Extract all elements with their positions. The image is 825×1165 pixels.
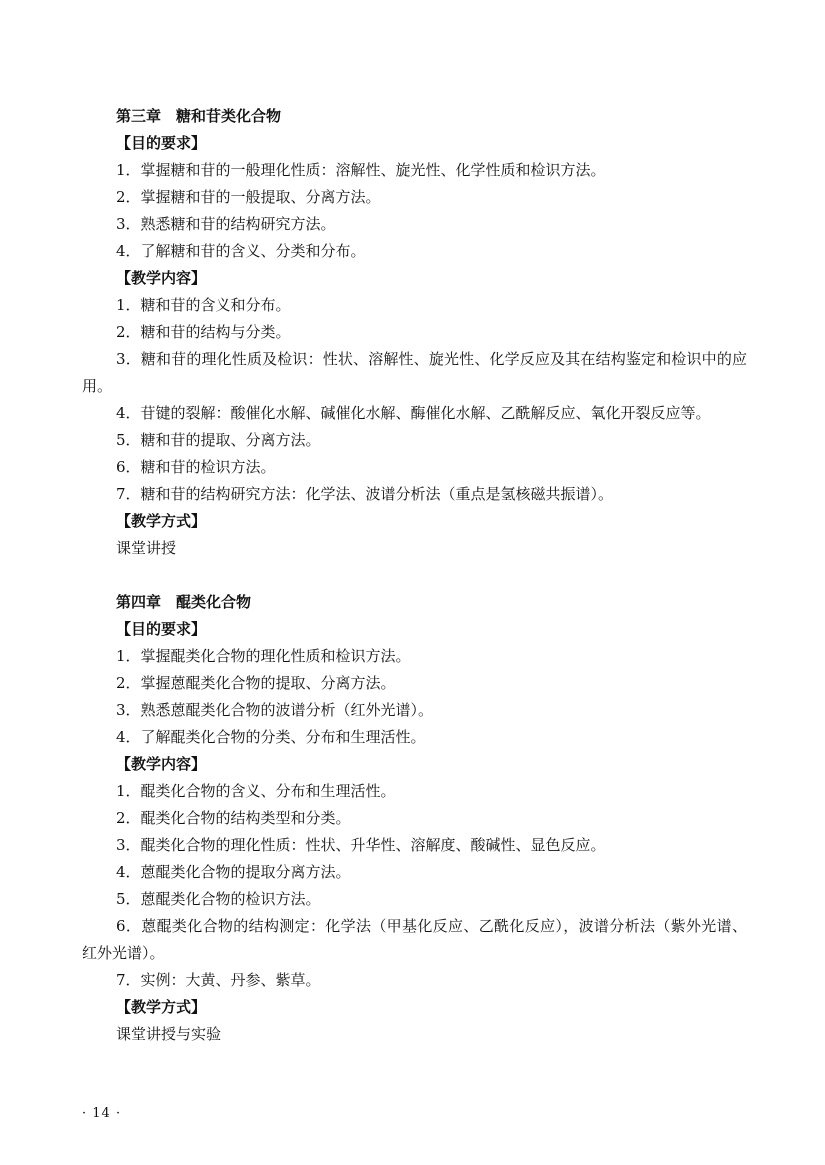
section-heading-content: 【教学内容】 xyxy=(116,755,207,773)
list-item: 3．熟悉蒽醌类化合物的波谱分析（红外光谱）。 xyxy=(116,701,434,719)
list-item: 2．掌握蒽醌类化合物的提取、分离方法。 xyxy=(116,674,396,692)
list-item: 1．醌类化合物的含义、分布和生理活性。 xyxy=(116,782,396,800)
list-item: 3．糖和苷的理化性质及检识：性状、溶解性、旋光性、化学反应及其在结构鉴定和检识中的应用。 xyxy=(82,350,747,395)
section-heading-method: 【教学方式】 xyxy=(116,512,207,530)
chapter-title: 第三章 糖和苷类化合物 xyxy=(116,107,282,125)
list-item: 7．糖和苷的结构研究方法：化学法、波谱分析法（重点是氢核磁共振谱）。 xyxy=(116,485,614,503)
section-heading-method: 【教学方式】 xyxy=(116,998,207,1016)
list-item: 4．蒽醌类化合物的提取分离方法。 xyxy=(116,863,351,881)
page-number: · 14 · xyxy=(82,1106,122,1121)
section-heading-objectives: 【目的要求】 xyxy=(116,620,207,638)
method-text: 课堂讲授与实验 xyxy=(116,1025,222,1043)
method-text: 课堂讲授 xyxy=(116,539,177,557)
list-item: 2．掌握糖和苷的一般提取、分离方法。 xyxy=(116,188,381,206)
chapter-spacer xyxy=(82,562,747,589)
list-item: 6．蒽醌类化合物的结构测定：化学法（甲基化反应、乙酰化反应），波谱分析法（紫外光谱、红外光谱）。 xyxy=(82,917,747,962)
list-item: 2．糖和苷的结构与分类。 xyxy=(116,323,291,341)
list-item: 7．实例：大黄、丹参、紫草。 xyxy=(116,971,321,989)
section-heading-objectives: 【目的要求】 xyxy=(116,134,207,152)
list-item: 1．掌握糖和苷的一般理化性质：溶解性、旋光性、化学性质和检识方法。 xyxy=(116,161,606,179)
list-item: 3．熟悉糖和苷的结构研究方法。 xyxy=(116,215,336,233)
chapter-title: 第四章 醌类化合物 xyxy=(116,593,252,611)
list-item: 2．醌类化合物的结构类型和分类。 xyxy=(116,809,351,827)
list-item: 5．蒽醌类化合物的检识方法。 xyxy=(116,890,321,908)
list-item: 4．苷键的裂解：酸催化水解、碱催化水解、酶催化水解、乙酰解反应、氧化开裂反应等。 xyxy=(116,404,711,422)
page-content xyxy=(82,103,747,1048)
section-heading-content: 【教学内容】 xyxy=(116,269,207,287)
list-item: 6．糖和苷的检识方法。 xyxy=(116,458,276,476)
list-item: 3．醌类化合物的理化性质：性状、升华性、溶解度、酸碱性、显色反应。 xyxy=(116,836,606,854)
list-item: 5．糖和苷的提取、分离方法。 xyxy=(116,431,321,449)
list-item: 1．掌握醌类化合物的理化性质和检识方法。 xyxy=(116,647,411,665)
list-item: 4．了解糖和苷的含义、分类和分布。 xyxy=(116,242,366,260)
list-item: 4．了解醌类化合物的分类、分布和生理活性。 xyxy=(116,728,426,746)
list-item: 1．糖和苷的含义和分布。 xyxy=(116,296,291,314)
